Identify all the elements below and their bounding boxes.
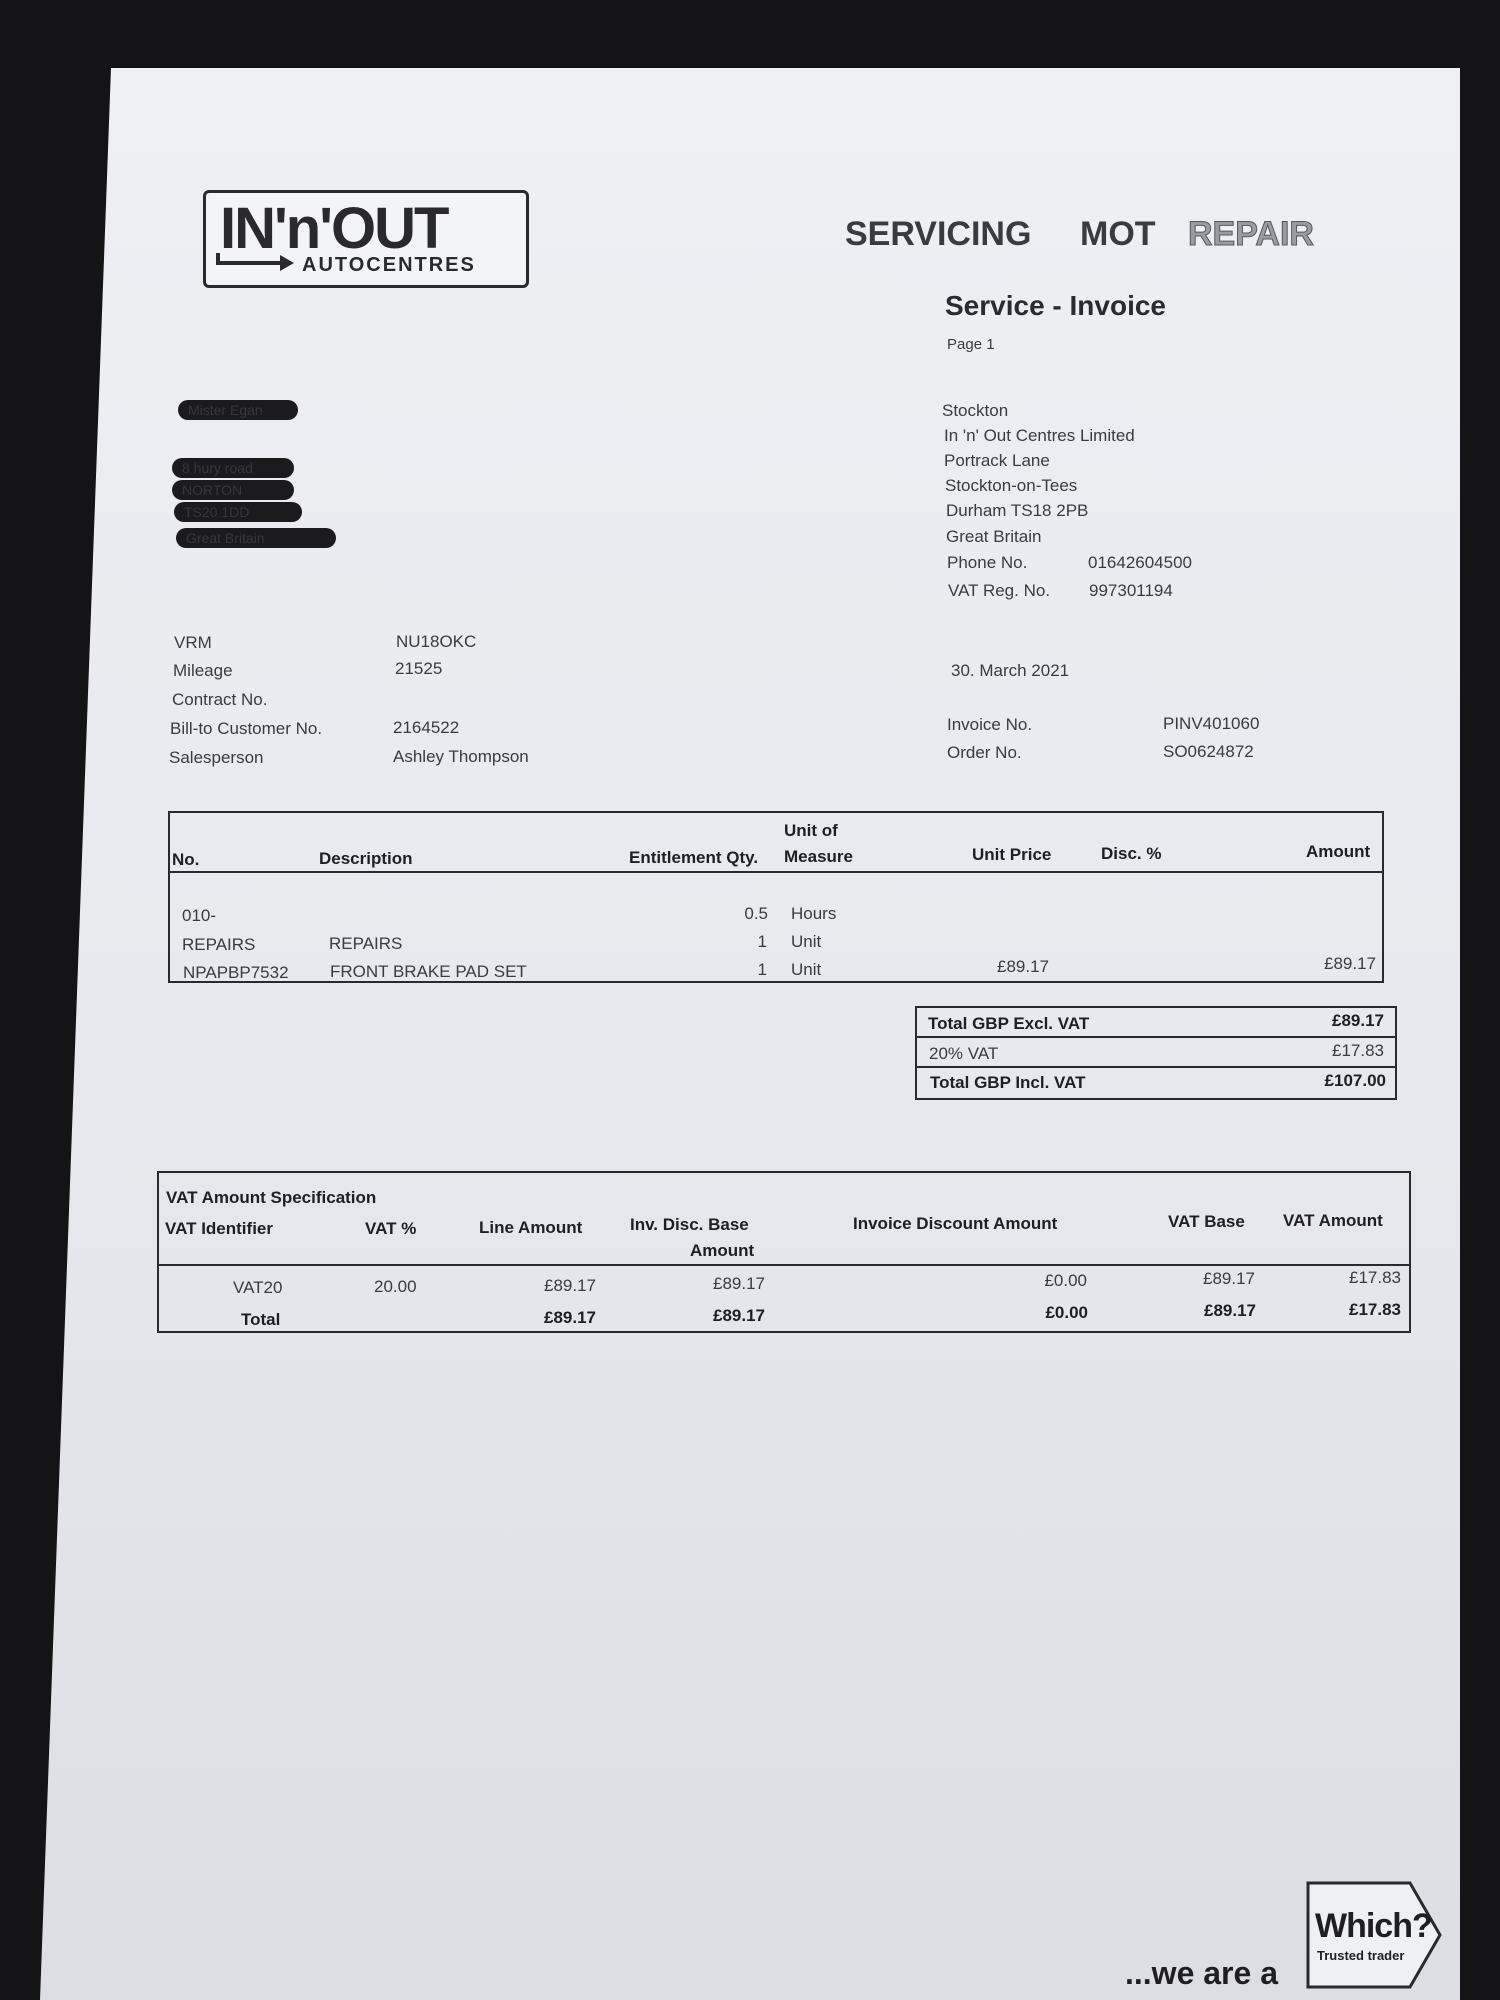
redacted-country: Great Britain — [176, 528, 336, 548]
mileage-value: 21525 — [395, 659, 443, 678]
mileage-label: Mileage — [173, 661, 233, 680]
col-unit-price-header: Unit Price — [972, 845, 1052, 864]
total-incl-label: Total GBP Incl. VAT — [930, 1073, 1086, 1092]
vat-row-identifier: VAT20 — [233, 1278, 283, 1297]
redacted-address-line: 8 hury road — [172, 458, 294, 478]
row-amount: £89.17 — [1324, 954, 1376, 973]
col-uom-header: Unit of — [784, 821, 838, 840]
tag-servicing: SERVICING — [845, 215, 1032, 253]
total-excl-label: Total GBP Excl. VAT — [928, 1014, 1090, 1033]
row-no: REPAIRS — [182, 935, 256, 954]
col-inv-disc-base-header: Inv. Disc. Base — [630, 1215, 749, 1234]
col-vat-amount-header: VAT Amount — [1283, 1211, 1383, 1230]
which-trusted-trader-badge — [1305, 1880, 1443, 1990]
vat-row-disc-base: £89.17 — [713, 1274, 765, 1293]
vat-total-vat-base: £89.17 — [1204, 1301, 1256, 1320]
col-amount-header: Amount — [1306, 842, 1371, 861]
contract-label: Contract No. — [172, 690, 268, 709]
badge-title: Which? — [1315, 1907, 1432, 1945]
line-items-table — [168, 811, 1384, 983]
tag-repair: REPAIR — [1188, 215, 1314, 253]
salesperson-value: Ashley Thompson — [393, 747, 529, 766]
vat-label: 20% VAT — [929, 1044, 999, 1063]
totals-divider — [915, 1066, 1395, 1068]
vat-row-pct: 20.00 — [374, 1277, 417, 1296]
salesperson-label: Salesperson — [169, 748, 264, 767]
vat-total-label: Total — [241, 1310, 281, 1329]
company-address-line: Durham TS18 2PB — [946, 501, 1089, 520]
row-no: 010- — [182, 906, 217, 925]
row-uom: Unit — [791, 932, 822, 951]
badge-subtitle: Trusted trader — [1317, 1948, 1405, 1963]
redacted-customer-name: Mister Egan — [178, 400, 298, 420]
footer-tagline: ...we are a — [1125, 1955, 1278, 1991]
company-address-line: Stockton — [942, 401, 1009, 420]
vat-row-vat-amount: £17.83 — [1349, 1268, 1401, 1287]
arrow-icon — [214, 249, 304, 273]
col-vat-pct-header: VAT % — [365, 1219, 417, 1238]
col-uom-header: Measure — [784, 847, 853, 866]
col-invoice-discount-header: Invoice Discount Amount — [853, 1214, 1058, 1233]
row-qty: 1 — [757, 932, 767, 951]
phone-label: Phone No. — [947, 553, 1028, 572]
totals-divider — [915, 1036, 1395, 1038]
vat-reg-label: VAT Reg. No. — [948, 581, 1051, 600]
vat-row-line-amount: £89.17 — [544, 1276, 596, 1295]
col-description-header: Description — [319, 849, 413, 868]
vat-total-line-amount: £89.17 — [544, 1308, 596, 1327]
redacted-postcode: TS20 1DD — [174, 502, 302, 522]
vrm-value: NU18OKC — [396, 632, 477, 651]
col-inv-disc-base-header: Amount — [690, 1241, 755, 1260]
vat-total-vat-amount: £17.83 — [1349, 1300, 1401, 1319]
vat-total-invoice-discount: £0.00 — [1045, 1303, 1088, 1322]
vat-total-disc-base: £89.17 — [713, 1306, 765, 1325]
company-logo — [203, 190, 529, 288]
col-qty-header: Entitlement Qty. — [629, 848, 759, 867]
row-qty: 0.5 — [744, 904, 768, 923]
invoice-date: 30. March 2021 — [951, 661, 1070, 680]
logo-subtitle: AUTOCENTRES — [302, 254, 476, 276]
total-incl-value: £107.00 — [1324, 1071, 1386, 1090]
table-header-divider — [168, 871, 1382, 873]
billto-label: Bill-to Customer No. — [170, 719, 323, 738]
billto-value: 2164522 — [393, 718, 460, 737]
document-title: Service - Invoice — [945, 290, 1167, 321]
row-no: NPAPBP7532 — [183, 963, 289, 982]
redacted-town: NORTON — [172, 480, 294, 500]
company-address-line: In 'n' Out Centres Limited — [944, 426, 1135, 445]
row-description: FRONT BRAKE PAD SET — [330, 962, 527, 981]
invoice-no-label: Invoice No. — [947, 715, 1033, 734]
vat-spec-title: VAT Amount Specification — [166, 1188, 377, 1207]
vat-reg-value: 997301194 — [1089, 581, 1173, 600]
order-no-value: SO0624872 — [1163, 742, 1254, 761]
vat-spec-header-divider — [157, 1264, 1409, 1266]
vat-row-invoice-discount: £0.00 — [1044, 1271, 1087, 1290]
row-unit-price: £89.17 — [997, 957, 1049, 976]
order-no-label: Order No. — [947, 743, 1022, 762]
row-description: REPAIRS — [329, 934, 403, 953]
col-vat-identifier-header: VAT Identifier — [165, 1219, 273, 1238]
col-vat-base-header: VAT Base — [1168, 1212, 1245, 1231]
col-line-amount-header: Line Amount — [479, 1218, 583, 1237]
tag-mot: MOT — [1080, 215, 1156, 253]
phone-value: 01642604500 — [1088, 553, 1193, 572]
vat-value: £17.83 — [1332, 1041, 1384, 1060]
row-uom: Hours — [791, 904, 837, 923]
company-address-line: Portrack Lane — [944, 451, 1050, 470]
col-disc-header: Disc. % — [1101, 844, 1162, 863]
invoice-no-value: PINV401060 — [1163, 714, 1260, 733]
col-no-header: No. — [172, 850, 200, 869]
vat-row-vat-base: £89.17 — [1203, 1269, 1255, 1288]
row-uom: Unit — [791, 960, 822, 979]
page-number: Page 1 — [947, 336, 995, 353]
logo-wordmark: IN'n'OUT — [220, 196, 448, 261]
vrm-label: VRM — [174, 633, 212, 652]
row-qty: 1 — [757, 960, 767, 979]
company-address-line: Stockton-on-Tees — [945, 476, 1078, 495]
company-address-line: Great Britain — [946, 527, 1042, 546]
total-excl-value: £89.17 — [1332, 1011, 1384, 1030]
